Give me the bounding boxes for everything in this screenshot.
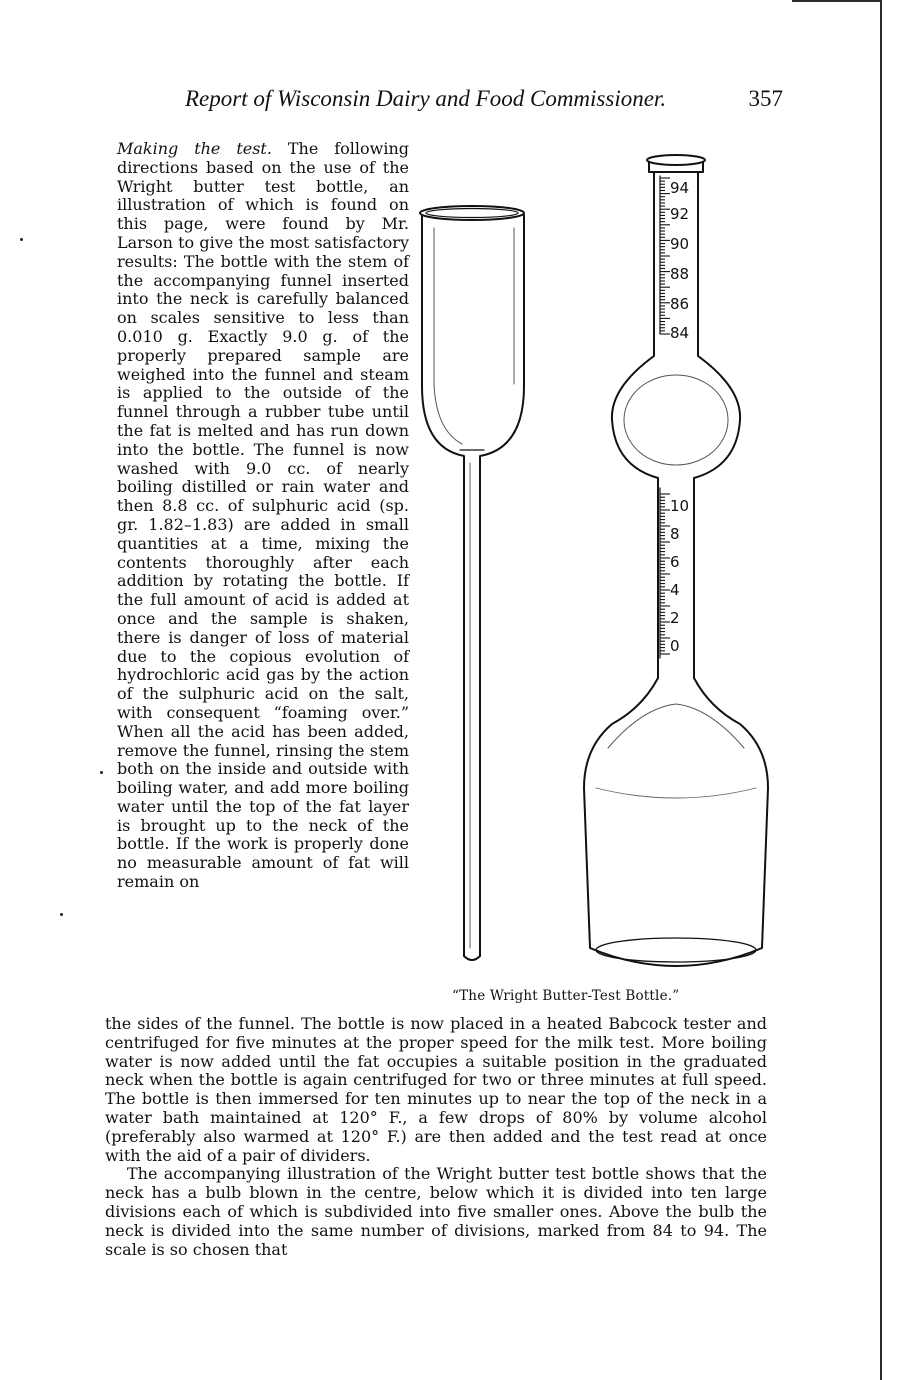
funnel-drawing xyxy=(420,206,524,960)
running-head xyxy=(185,86,785,112)
upper-scale-label: 90 xyxy=(670,235,690,253)
upper-scale-label: 84 xyxy=(670,324,690,342)
page-edge-line xyxy=(880,0,882,1380)
figure-illustration xyxy=(412,148,788,988)
paragraph-1: the sides of the funnel. The bottle is now placed in a heated Babcock tester and centrifuged for five minutes at the proper speed for the milk test. More boiling water is now added until the fat occupies a suitable position in the graduated neck when the bottle is again centrifuged for two or three minutes at full speed. The bottle is then immersed for ten minutes up to near the top of the neck in a water bath maintained at 120° F., a few drops of 80% by volume alcohol (preferably also warmed at 120° F.) are then added and the test read at once with the aid of a pair of dividers. xyxy=(105,1014,767,1165)
print-speck xyxy=(60,913,63,916)
lower-scale-label: 0 xyxy=(670,637,680,655)
section-lead: Making the test. xyxy=(117,139,272,158)
print-speck xyxy=(100,771,103,774)
paragraph-2: The accompanying illustration of the Wright butter test bottle shows that the neck has a bulb blown in the centre, below which it is divided into ten large divisions each of which is subdivided into five smaller ones. Above the bulb the neck is divided into the same number of divisions, marked from 84 to 94. The scale is so chosen that xyxy=(105,1164,767,1259)
page-edge-line-top xyxy=(792,0,882,2)
lower-scale-label: 6 xyxy=(670,553,680,571)
wright-bottle-drawing xyxy=(412,148,788,988)
page-number: 357 xyxy=(748,86,783,111)
lower-scale-label: 2 xyxy=(670,609,680,627)
figure-caption: “The Wright Butter-Test Bottle.” xyxy=(452,988,680,1004)
lower-scale-label: 4 xyxy=(670,581,680,599)
column-body: The following directions based on the use of the Wright butter test bottle, an illustration of which is found on this page, were found by Mr. Larson to give the most satisfactory results: The bottle with the stem of the accompanying funnel inserted into the neck is carefully balanced on scales sensitive to less than 0.010 g. Exactly 9.0 g. of the properly prepared sample are weighed into the funnel and steam is applied to the outside of the funnel through a rubber tube until the fat is melted and has run down into the bottle. The funnel is now washed with 9.0 cc. of nearly boiling distilled or rain water and then 8.8 cc. of sulphuric acid (sp. gr. 1.82–1.83) are added in small quantities at a time, mixing the contents thoroughly after each addition by rotating the bottle. If the full amount of acid is added at once and the sample is shaken, there is danger of loss of material due to the copious evolution of hydrochloric acid gas by the action of the sulphuric acid on the salt, with consequent “foaming over.” When all the acid has been added, remove the funnel, rinsing the stem both on the inside and outside with boiling water, and add more boiling water until the top of the fat layer is brought up to the neck of the bottle. If the work is properly done no measurable amount of fat will remain on xyxy=(117,139,409,892)
running-head-title: Report of Wisconsin Dairy and Food Commissioner. xyxy=(185,86,667,111)
upper-scale-label: 92 xyxy=(670,205,690,223)
upper-scale-label: 86 xyxy=(670,295,690,313)
full-width-text xyxy=(105,1015,767,1259)
column-text xyxy=(117,140,409,892)
lower-scale-label: 10 xyxy=(670,497,690,515)
upper-scale-label: 88 xyxy=(670,265,690,283)
print-speck xyxy=(20,238,23,241)
lower-scale-label: 8 xyxy=(670,525,680,543)
upper-scale-label: 94 xyxy=(670,179,690,197)
